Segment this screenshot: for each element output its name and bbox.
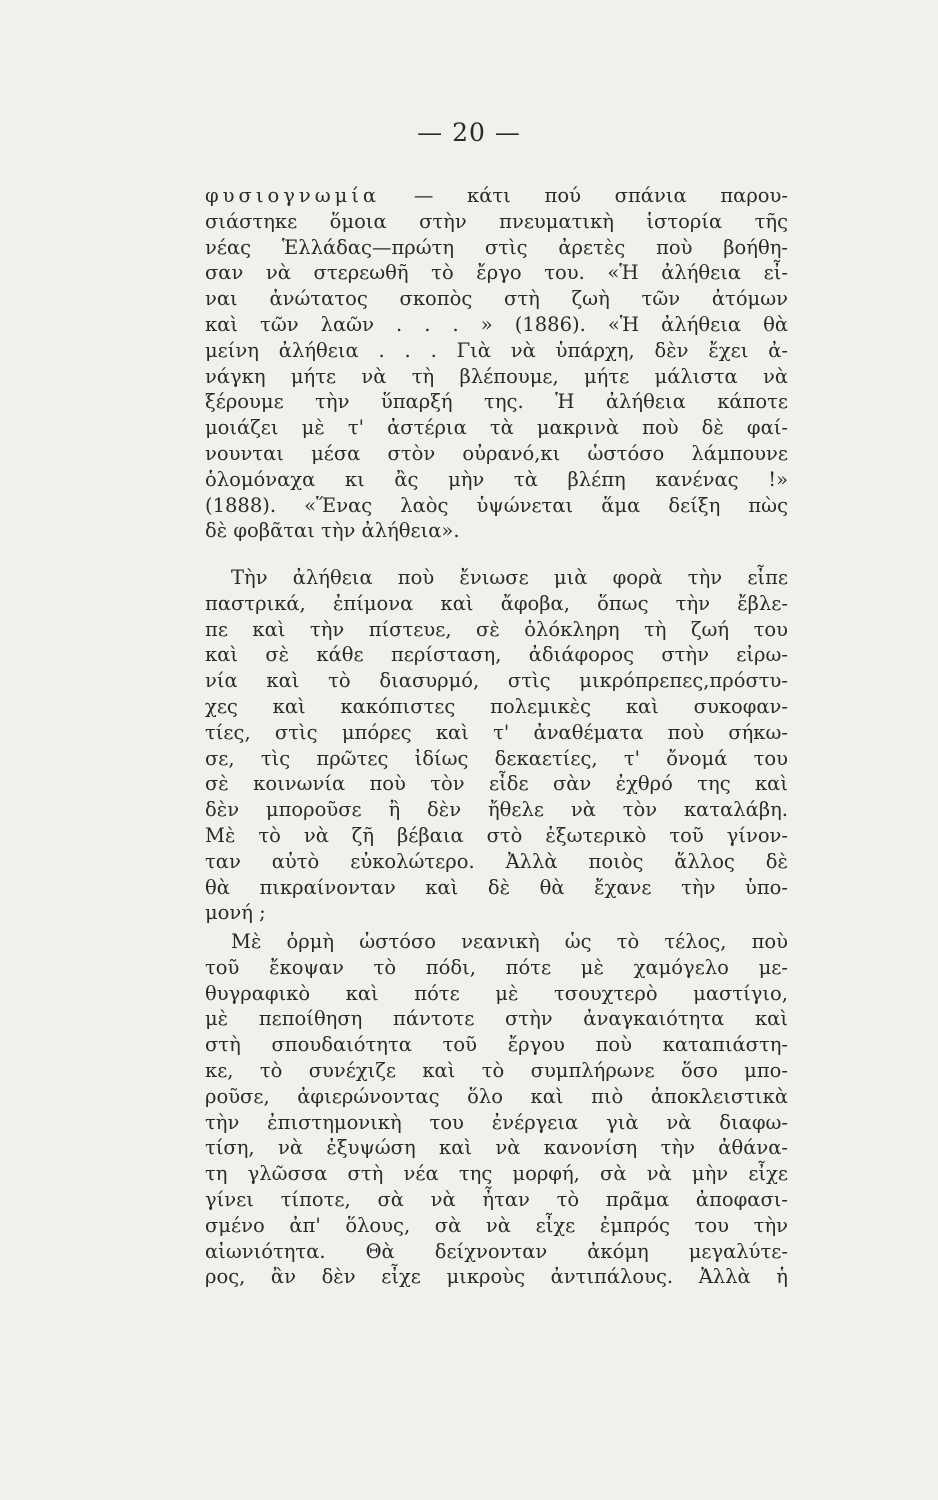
text-line: ροῦσε, ἀφιερώνοντας ὅλο καὶ πιὸ ἀποκλειστικὰ [205, 1084, 788, 1108]
text-line: αἰωνιότητα. Θὰ δείχνονταν ἀκόμη μεγαλύτε- [205, 1239, 788, 1263]
text-line: τίση, νὰ ἐξυψώση καὶ νὰ κανονίση τὴν ἀθάνα- [205, 1136, 788, 1160]
text-line: μονή ; [205, 901, 266, 925]
text-line: μοιάζει μὲ τ' ἀστέρια τὰ μακρινὰ ποὺ δὲ φαί- [205, 416, 788, 440]
text-line: φυσιογνωμία — κάτι πού σπάνια παρου- [205, 184, 788, 207]
text-line: καὶ σὲ κάθε περίσταση, ἀδιάφορος στὴν εἰρω- [205, 643, 788, 667]
text-line: πε καὶ τὴν πίστευε, σὲ ὁλόκληρη τὴ ζωή του [205, 617, 788, 641]
text-line: τοῦ ἔκοψαν τὸ πόδι, πότε μὲ χαμόγελο με- [205, 955, 788, 979]
text-line: κε, τὸ συνέχιζε καὶ τὸ συμπλήρωνε ὅσο μπο- [205, 1058, 788, 1082]
text-line: (1888). «Ἕνας λαὸς ὑψώνεται ἅμα δείξη πὼς [205, 493, 788, 517]
text-line: νάγκη μήτε νὰ τὴ βλέπουμε, μήτε μάλιστα νὰ [205, 364, 788, 388]
text-line: γίνει τίποτε, σὰ νὰ ἦταν τὸ πρᾶμα ἀποφασι- [205, 1187, 788, 1211]
text-line: καὶ τῶν λαῶν . . . » (1886). «Ἡ ἀλήθεια θὰ [205, 312, 788, 336]
text-line: σὲ κοινωνία ποὺ τὸν εἶδε σὰν ἐχθρό της καὶ [205, 772, 788, 796]
text-line: στὴ σπουδαιότητα τοῦ ἔργου ποὺ καταπιάστη- [205, 1033, 788, 1057]
text-line: θυγραφικὸ καὶ πότε μὲ τσουχτερὸ μαστίγιο, [205, 981, 788, 1005]
text-line: σμένο ἀπ' ὅλους, σὰ νὰ εἶχε ἐμπρός του τὴν [205, 1213, 788, 1237]
text-line: ναι ἀνώτατος σκοπὸς στὴ ζωὴ τῶν ἀτόμων [205, 287, 788, 311]
emphasized-term: φυσιογνωμία [205, 184, 381, 207]
text-line: μὲ πεποίθηση πάντοτε στὴν ἀναγκαιότητα καὶ [205, 1007, 788, 1031]
text-line: νία καὶ τὸ διασυρμό, στὶς μικρόπρεπες,πρόστυ- [205, 669, 788, 693]
text-line: Μὲ τὸ νὰ ζῆ βέβαια στὸ ἐξωτερικὸ τοῦ γίνον- [205, 823, 788, 847]
text-line: ξέρουμε τὴν ὕπαρξή της. Ἡ ἀλήθεια κάποτε [205, 390, 788, 414]
page-number: — 20 — [417, 118, 521, 147]
text-line: σε, τὶς πρῶτες ἰδίως δεκαετίες, τ' ὄνομά του [205, 746, 788, 770]
text-line: σαν νὰ στερεωθῆ τὸ ἔργο του. «Ἡ ἀλήθεια εἶ- [205, 261, 788, 285]
text-line: τίες, στὶς μπόρες καὶ τ' ἀναθέματα ποὺ σήκω- [205, 720, 788, 744]
text-line: νέας Ἑλλάδας—πρώτη στὶς ἀρετὲς ποὺ βοήθη- [205, 235, 788, 259]
text-line: θὰ πικραίνονταν καὶ δὲ θὰ ἔχανε τὴν ὑπο- [205, 875, 788, 899]
text-line: ὁλομόναχα κι ἂς μὴν τὰ βλέπη κανένας !» [205, 467, 788, 491]
text-line: τη γλῶσσα στὴ νέα της μορφή, σὰ νὰ μὴν εἶχε [205, 1162, 788, 1186]
text-line: δὲ φοβᾶται τὴν ἀλήθεια». [205, 519, 460, 543]
text-line: τὴν ἐπιστημονικὴ του ἐνέργεια γιὰ νὰ διαφω- [205, 1110, 788, 1134]
text-line: Μὲ ὁρμὴ ὡστόσο νεανικὴ ὡς τὸ τέλος, ποὺ [231, 930, 788, 953]
text-line: μείνη ἀλήθεια . . . Γιὰ νὰ ὑπάρχη, δὲν ἔχει ἀ- [205, 338, 788, 362]
text-line: νουνται μέσα στὸν οὐρανό,κι ὡστόσο λάμπουνε [205, 441, 788, 465]
text-line: παστρικά, ἐπίμονα καὶ ἄφοβα, ὅπως τὴν ἔβλε- [205, 591, 788, 615]
text-line: δὲν μποροῦσε ἢ δὲν ἤθελε νὰ τὸν καταλάβη. [205, 798, 788, 822]
text-line: Τὴν ἀλήθεια ποὺ ἔνιωσε μιὰ φορὰ τὴν εἶπε [231, 566, 788, 589]
text-line: ταν αὐτὸ εὐκολώτερο. Ἀλλὰ ποιὸς ἄλλος δὲ [205, 849, 788, 873]
paragraph-3 [205, 929, 788, 1290]
text-line: χες καὶ κακόπιστες πολεμικὲς καὶ συκοφαν- [205, 694, 788, 718]
text-line: σιάστηκε ὅμοια στὴν πνευματικὴ ἱστορία τῆς [205, 209, 788, 233]
paragraph-2 [205, 565, 788, 926]
text-line: ρος, ἂν δὲν εἶχε μικροὺς ἀντιπάλους. Ἀλλὰ ἡ [205, 1265, 788, 1289]
paragraph-1 [205, 183, 788, 544]
